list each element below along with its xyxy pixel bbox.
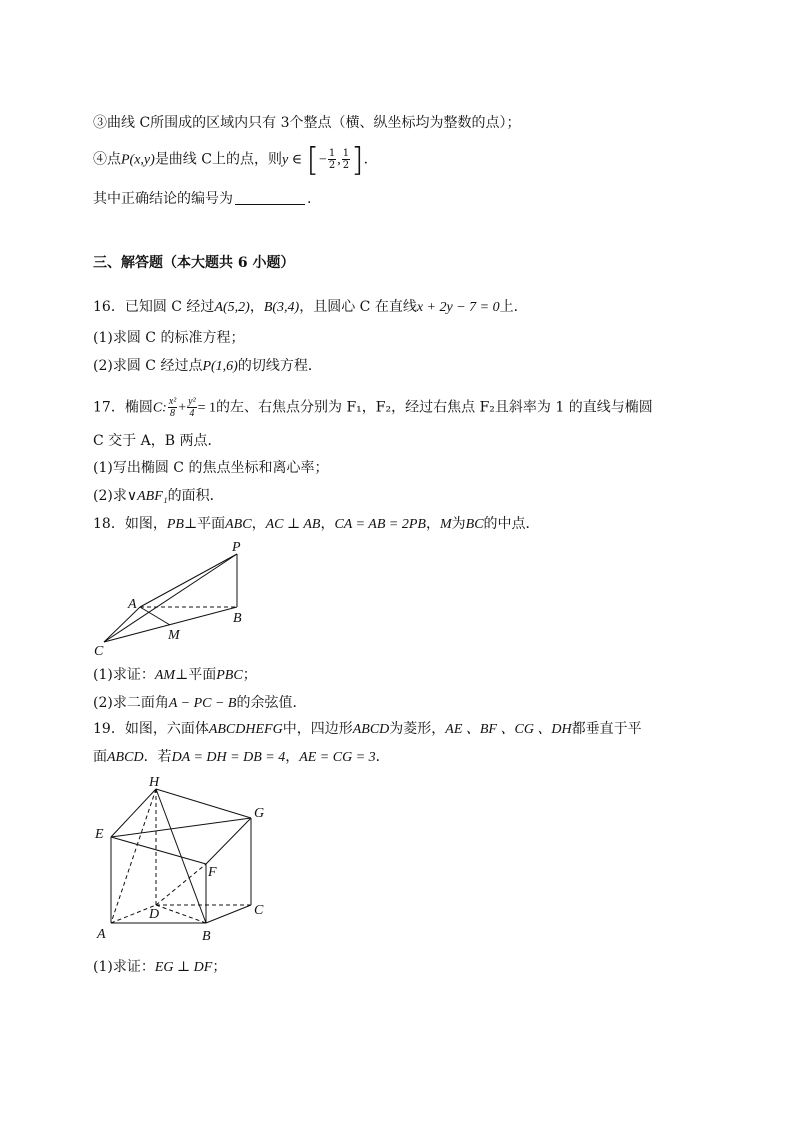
edge-HA (111, 789, 156, 923)
edge-HB (156, 789, 206, 923)
q16-part-2: (2)求圆 C 经过点P(1,6)的切线方程． (93, 358, 322, 374)
q18-stem: 18．如图，PB⊥平面ABC，AC ⊥ AB，CA = AB = 2PB，M为BC的中点． (93, 516, 540, 532)
label-A: A (97, 927, 106, 942)
label-E: E (95, 827, 104, 842)
label-P: P (232, 540, 241, 555)
q19-stem-cont: 面ABCD．若DA = DH = DB = 4，AE = CG = 3． (93, 749, 390, 765)
label-H: H (149, 775, 160, 790)
q17-stem-cont: C 交于 A，B 两点． (93, 433, 222, 449)
right-bracket: ] (351, 140, 364, 179)
fraction-half: $\frac{1}{2}$ (342, 148, 350, 171)
edge-FG (206, 818, 251, 864)
q18-figure (88, 538, 258, 660)
edge-PA (140, 554, 237, 607)
label-B: B (233, 611, 242, 626)
q16-part-1: (1)求圆 C 的标准方程； (93, 330, 245, 346)
q19-part-1: (1)求证：EG ⊥ DF； (93, 959, 227, 975)
q16-stem: 16．已知圆 C 经过A(5,2)，B(3,4)，且圆心 C 在直线x + 2y − 7 = 0上． (93, 299, 528, 315)
label-C: C (254, 903, 264, 918)
fraction-x2-8: $\frac{\text{x²}}{8}$ (168, 396, 177, 419)
edge-BC (206, 905, 251, 923)
q17-part-1: (1)写出椭圆 C 的焦点坐标和离心率； (93, 460, 329, 476)
edge-HE (111, 789, 156, 837)
left-bracket: [ (306, 140, 319, 179)
label-C: C (94, 644, 104, 659)
edge-AM (140, 607, 170, 625)
label-D: D (149, 907, 160, 922)
label-F: F (208, 865, 217, 880)
label-M: M (168, 628, 180, 643)
q15-conclusion: 其中正确结论的编号为 . (93, 191, 312, 207)
q18-part-1: (1)求证：AM⊥平面PBC； (93, 667, 257, 683)
edge-DB (156, 905, 206, 923)
label-B: B (202, 929, 211, 944)
q18-part-2: (2)求二面角A − PC − B的余弦值． (93, 695, 307, 711)
q19-stem: 19．如图，六面体ABCDHEFG中，四边形ABCD为菱形，AE 、BF 、CG 、DH都垂直于平 (93, 721, 642, 737)
answer-blank (235, 190, 305, 205)
q19-figure (90, 774, 280, 946)
edge-EG (111, 818, 251, 837)
fraction-neg-half: $\frac{1}{2}$ (328, 148, 336, 171)
q15-item-4: ④点P(x,y)是曲线 C上的点，则y ∈ [− $\frac{1}{2}$ , $\frac{1}{2}$ ]. (93, 140, 369, 179)
edge-HG (156, 789, 251, 818)
label-A: A (128, 597, 137, 612)
q17-part-2: (2)求∨ABF₁的面积． (93, 488, 224, 504)
q15-item-3: ③曲线 C所围成的区域内只有 3个整点（横、纵坐标均为整数的点）； (93, 115, 521, 131)
edge-DF (156, 864, 206, 905)
edge-EF (111, 837, 206, 864)
q17-stem: 17．椭圆C: $\frac{\text{x²}}{8}$ + $\frac{\text{y²}}{4}$ = 1的左、右焦点分别为 F₁，F₂，经过右焦点 F₂且斜率为 1 的直线与椭圆 (93, 396, 653, 419)
section-title: 三、解答题（本大题共 6 小题） (93, 255, 295, 271)
label-G: G (254, 806, 265, 821)
fraction-y2-4: $\frac{\text{y²}}{4}$ (188, 396, 196, 419)
